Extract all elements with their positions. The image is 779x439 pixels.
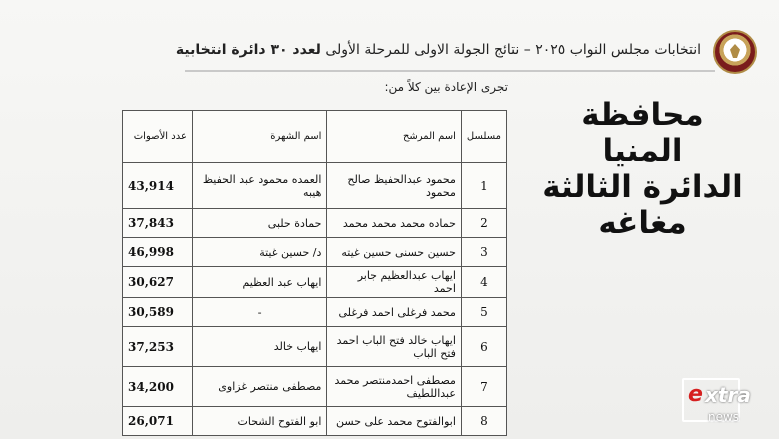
governorate-heading (540, 97, 745, 241)
heading-governorate: محافظة المنيا (581, 97, 704, 169)
logo-xtra: xtra (705, 383, 751, 407)
extra-news-logo (680, 378, 750, 433)
row-serial: 4 (461, 267, 506, 298)
row-nickname: ابو الفتوح الشحات (192, 407, 326, 436)
row-nickname: حمادة حلبى (192, 209, 326, 238)
table-row (123, 267, 507, 298)
row-serial: 7 (461, 367, 506, 407)
row-name: ايهاب خالد فتح الباب احمد فتح الباب (327, 327, 462, 367)
results-table (122, 110, 507, 436)
row-name: حماده محمد محمد محمد (327, 209, 462, 238)
row-votes: 34,200 (123, 367, 193, 407)
row-nickname: العمده محمود عبد الحفيظ هيبه (192, 163, 326, 209)
row-nickname: د/ حسين غيتة (192, 238, 326, 267)
row-serial: 6 (461, 327, 506, 367)
header-name: اسم المرشح (327, 111, 462, 163)
table-row (123, 238, 507, 267)
heading-city: مغاغه (598, 205, 687, 241)
row-serial: 5 (461, 298, 506, 327)
banner-title-regular: انتخابات مجلس النواب ٢٠٢٥ – نتائج الجولة الاولى للمرحلة الأولى (325, 42, 701, 58)
row-votes: 30,589 (123, 298, 193, 327)
table-row (123, 298, 507, 327)
row-name: محمود عبدالحفيظ صالح محمود (327, 163, 462, 209)
egypt-seal-logo (713, 30, 757, 74)
row-name: ايهاب عبدالعظيم جابر احمد (327, 267, 462, 298)
row-votes: 30,627 (123, 267, 193, 298)
row-serial: 1 (461, 163, 506, 209)
row-name: ابوالفتوح محمد على حسن (327, 407, 462, 436)
row-votes: 37,253 (123, 327, 193, 367)
header-votes: عدد الأصوات (123, 111, 193, 163)
banner-title (175, 42, 701, 58)
row-votes: 43,914 (123, 163, 193, 209)
runoff-subheading: تجرى الإعادة بين كلاً من: (384, 80, 508, 94)
row-serial: 8 (461, 407, 506, 436)
banner-underline (185, 70, 715, 72)
row-nickname: مصطفى منتصر غزاوى (192, 367, 326, 407)
row-nickname: - (192, 298, 326, 327)
row-name: حسين حسنى حسين غيته (327, 238, 462, 267)
logo-news: news (708, 410, 740, 424)
table-row (123, 367, 507, 407)
table-row (123, 327, 507, 367)
logo-e: e (688, 382, 703, 407)
row-nickname: ايهاب عبد العظيم (192, 267, 326, 298)
table-header-row (123, 111, 507, 163)
row-votes: 37,843 (123, 209, 193, 238)
table-row (123, 163, 507, 209)
row-nickname: ايهاب خالد (192, 327, 326, 367)
row-serial: 3 (461, 238, 506, 267)
header-nickname: اسم الشهرة (192, 111, 326, 163)
row-votes: 26,071 (123, 407, 193, 436)
row-votes: 46,998 (123, 238, 193, 267)
table-row (123, 407, 507, 436)
header-serial: مسلسل (461, 111, 506, 163)
heading-district: الدائرة الثالثة (542, 169, 743, 205)
table-row (123, 209, 507, 238)
row-name: محمد فرغلى احمد فرغلى (327, 298, 462, 327)
banner-title-bold: لعدد ٣٠ دائرة انتخابية (175, 42, 321, 58)
eagle-icon (730, 44, 740, 58)
row-serial: 2 (461, 209, 506, 238)
row-name: مصطفى احمدمنتصر محمد عبداللطيف (327, 367, 462, 407)
